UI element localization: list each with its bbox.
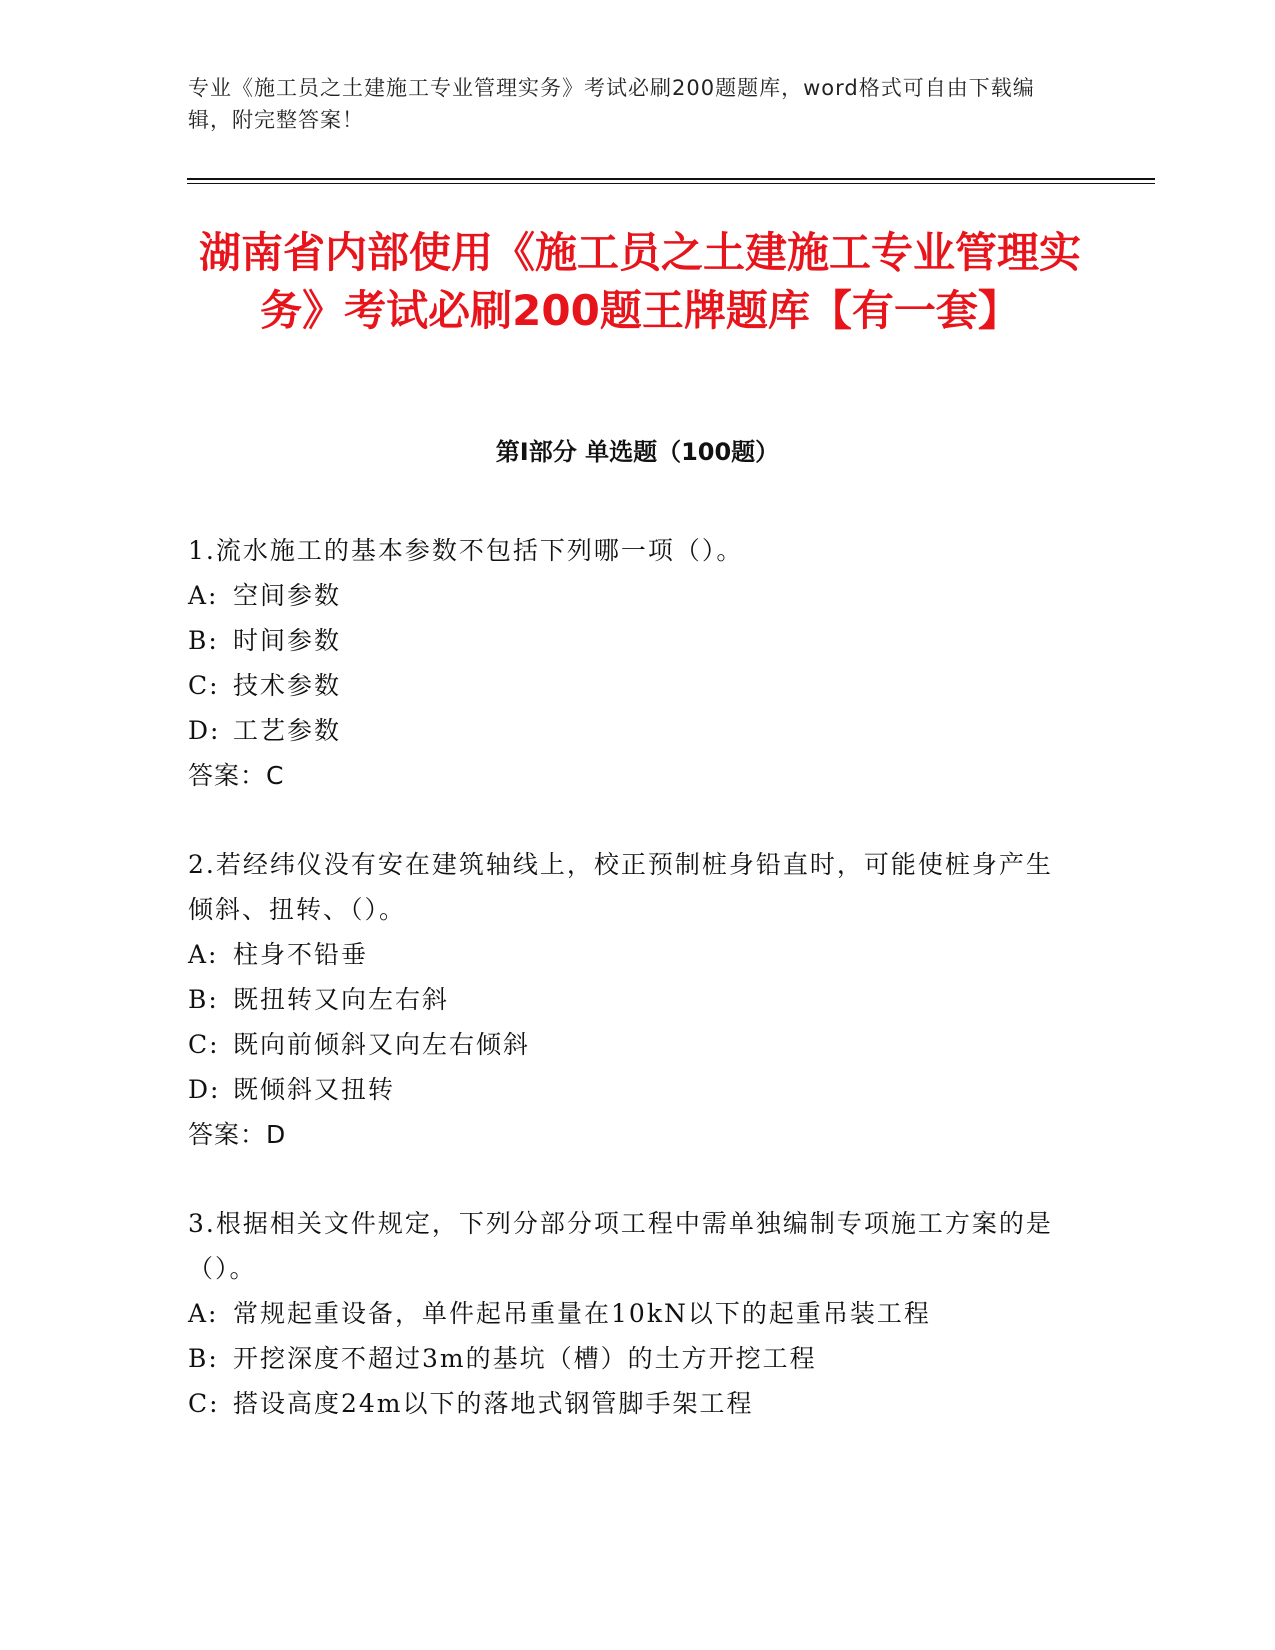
- option-a: [188, 932, 1068, 977]
- question-stem: 2.若经纬仪没有安在建筑轴线上，校正预制桩身铅直时，可能使桩身产生倾斜、扭转、（）。: [188, 850, 1053, 924]
- option-key: D:: [188, 1075, 221, 1104]
- question-3: [188, 1201, 1068, 1426]
- option-text: 工艺参数: [233, 716, 342, 745]
- option-text: 搭设高度24m以下的落地式钢管脚手架工程: [233, 1389, 754, 1418]
- header-divider-thick: [187, 178, 1155, 180]
- option-key: C:: [188, 671, 220, 700]
- option-b: [188, 618, 1068, 663]
- option-key: A:: [188, 1299, 219, 1328]
- question-stem: 1.流水施工的基本参数不包括下列哪一项（）。: [188, 536, 744, 565]
- header-divider-thin: [187, 183, 1155, 184]
- option-text: 柱身不铅垂: [233, 940, 369, 969]
- option-key: B:: [188, 626, 219, 655]
- option-key: A:: [188, 940, 219, 969]
- option-key: B:: [188, 1344, 219, 1373]
- header-note: 专业《施工员之土建施工专业管理实务》考试必刷200题题库，word格式可自由下载编辑，附完整答案！: [188, 76, 1035, 132]
- option-text: 既倾斜又扭转: [233, 1075, 396, 1104]
- option-text: 空间参数: [233, 581, 342, 610]
- option-c: [188, 1381, 1068, 1426]
- option-d: [188, 1067, 1068, 1112]
- option-key: B:: [188, 985, 219, 1014]
- option-text: 时间参数: [233, 626, 342, 655]
- option-c: [188, 1022, 1068, 1067]
- option-text: 既向前倾斜又向左右倾斜: [233, 1030, 531, 1059]
- answer-line: 答案：D: [188, 1120, 287, 1149]
- question-1: [188, 528, 1068, 798]
- option-text: 既扭转又向左右斜: [233, 985, 450, 1014]
- option-key: C:: [188, 1030, 220, 1059]
- question-2: [188, 842, 1068, 1157]
- option-key: C:: [188, 1389, 220, 1418]
- option-key: A:: [188, 581, 219, 610]
- option-c: [188, 663, 1068, 708]
- option-text: 常规起重设备，单件起吊重量在10kN以下的起重吊装工程: [233, 1299, 931, 1328]
- option-text: 开挖深度不超过3m的基坑（槽）的土方开挖工程: [233, 1344, 817, 1373]
- answer-line: 答案：C: [188, 761, 285, 790]
- option-a: [188, 1291, 1068, 1336]
- option-key: D:: [188, 716, 221, 745]
- option-b: [188, 977, 1068, 1022]
- option-text: 技术参数: [233, 671, 342, 700]
- document-title: 湖南省内部使用《施工员之土建施工专业管理实务》考试必刷200题王牌题库【有一套】: [198, 228, 1081, 335]
- question-list: [188, 528, 1068, 1470]
- section-title: 第Ⅰ部分 单选题（100题）: [495, 438, 780, 466]
- option-a: [188, 573, 1068, 618]
- question-stem: 3.根据相关文件规定，下列分部分项工程中需单独编制专项施工方案的是（）。: [188, 1209, 1053, 1283]
- option-b: [188, 1336, 1068, 1381]
- option-d: [188, 708, 1068, 753]
